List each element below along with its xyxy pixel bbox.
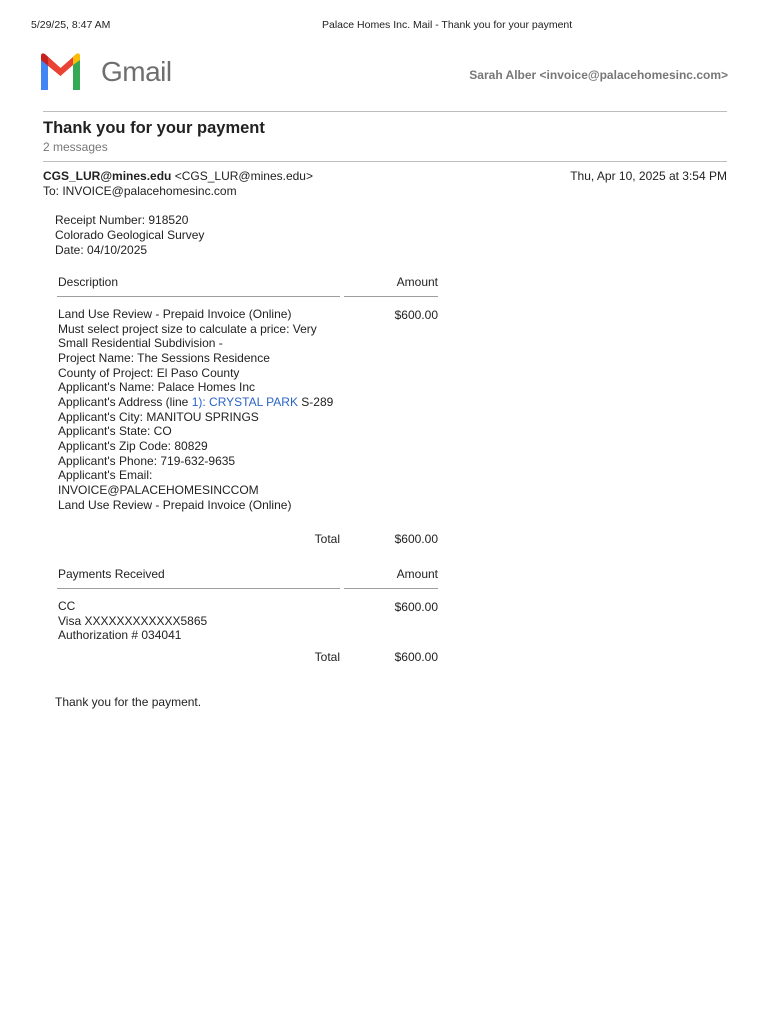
item-amount: $600.00 bbox=[394, 308, 438, 322]
description-line: Project Name: The Sessions Residence bbox=[58, 350, 270, 365]
description-line: Must select project size to calculate a price: Very bbox=[58, 321, 317, 336]
message-from bbox=[43, 169, 313, 183]
sender-address: <CGS_LUR@mines.edu> bbox=[174, 169, 313, 183]
account-label: Sarah Alber <invoice@palacehomesinc.com> bbox=[469, 68, 728, 82]
gmail-header bbox=[38, 52, 728, 94]
payment-details bbox=[58, 599, 207, 643]
items-col-amount: Amount bbox=[396, 275, 438, 289]
payments-header-rule bbox=[57, 588, 340, 589]
message-date: Thu, Apr 10, 2025 at 3:54 PM bbox=[570, 169, 727, 183]
payment-card: Visa XXXXXXXXXXXX5865 bbox=[58, 613, 208, 628]
description-line: Land Use Review - Prepaid Invoice (Online) bbox=[58, 307, 292, 321]
sender-name: CGS_LUR@mines.edu bbox=[43, 169, 172, 183]
header-divider bbox=[43, 111, 727, 112]
description-line: Applicant's City: MANITOU SPRINGS bbox=[58, 409, 259, 424]
payments-total-label: Total bbox=[314, 650, 340, 664]
description-line: Applicant's Email: bbox=[58, 468, 153, 483]
receipt-number: Receipt Number: 918520 bbox=[55, 213, 189, 227]
print-doc-title: Palace Homes Inc. Mail - Thank you for your payment bbox=[322, 19, 573, 31]
payments-total-amount: $600.00 bbox=[394, 650, 438, 664]
description-line: Land Use Review - Prepaid Invoice (Online) bbox=[58, 497, 292, 512]
items-header-rule-amount bbox=[344, 296, 438, 297]
gmail-wordmark: Gmail bbox=[101, 56, 172, 87]
message-to: To: INVOICE@palacehomesinc.com bbox=[43, 184, 237, 198]
description-line: Small Residential Subdivision - bbox=[58, 336, 223, 351]
items-total-label: Total bbox=[314, 532, 340, 546]
description-line: Applicant's Phone: 719-632-9635 bbox=[58, 453, 236, 468]
receipt-org: Colorado Geological Survey bbox=[55, 228, 205, 242]
items-header-rule bbox=[57, 296, 340, 297]
description-line: Applicant's Zip Code: 80829 bbox=[58, 438, 208, 453]
description-line: County of Project: El Paso County bbox=[58, 365, 240, 380]
payments-col-description: Payments Received bbox=[58, 567, 165, 581]
print-header bbox=[0, 19, 770, 33]
thread-divider bbox=[43, 161, 727, 162]
items-col-description: Description bbox=[58, 275, 119, 289]
payments-header-rule-amount bbox=[344, 588, 438, 589]
thread-subject: Thank you for your payment bbox=[43, 119, 265, 137]
receipt-info bbox=[55, 213, 204, 258]
closing-text: Thank you for the payment. bbox=[55, 695, 202, 709]
item-description bbox=[58, 307, 343, 512]
message-count: 2 messages bbox=[43, 140, 108, 154]
description-line: Applicant's Name: Palace Homes Inc bbox=[58, 380, 256, 395]
payment-amount: $600.00 bbox=[394, 600, 438, 614]
gmail-logo-icon[interactable] bbox=[38, 52, 83, 92]
description-line: INVOICE@PALACEHOMESINCCOM bbox=[58, 482, 259, 497]
print-datetime: 5/29/25, 8:47 AM bbox=[31, 19, 111, 31]
payment-authorization: Authorization # 034041 bbox=[58, 628, 182, 643]
payment-method: CC bbox=[58, 599, 76, 613]
description-line: Applicant's State: CO bbox=[58, 424, 172, 439]
receipt-date: Date: 04/10/2025 bbox=[55, 243, 148, 257]
address-link[interactable]: 1): CRYSTAL PARK bbox=[191, 394, 298, 409]
items-total-amount: $600.00 bbox=[394, 532, 438, 546]
payments-col-amount: Amount bbox=[396, 567, 438, 581]
address-line: Applicant's Address (line 1): CRYSTAL PARK S-289 bbox=[58, 394, 334, 409]
